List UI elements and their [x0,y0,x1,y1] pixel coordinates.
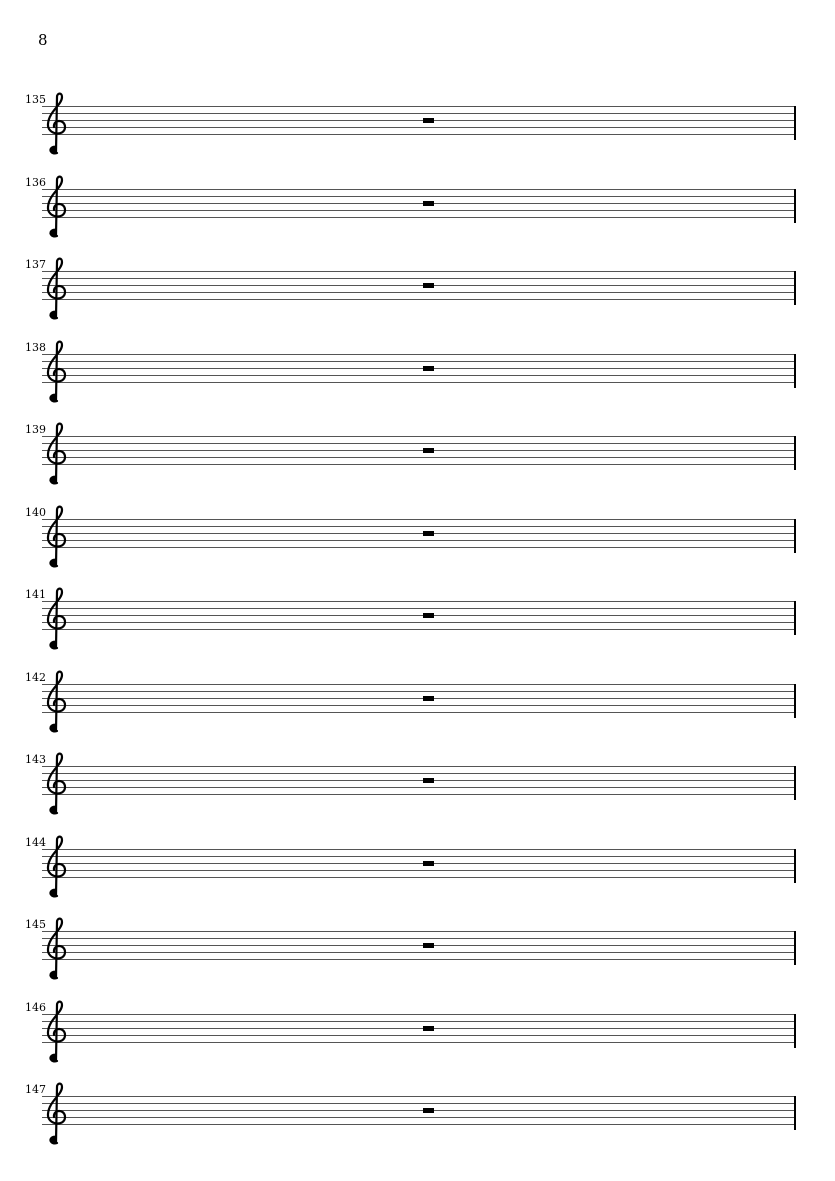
barline [794,354,796,388]
staff-line [42,189,796,190]
staff-line [42,368,796,369]
staff-line [42,698,796,699]
staff-line [42,1110,796,1111]
staff-line [42,526,796,527]
staff-line [42,1117,796,1118]
half-rest-icon [423,1026,434,1031]
barline [794,766,796,800]
treble-clef-icon [43,669,67,735]
measure-number: 138 [25,340,46,354]
staff-line [42,712,796,713]
staff [42,436,796,470]
half-rest-icon [423,531,434,536]
staff-line [42,601,796,602]
staff-system [0,423,835,496]
staff-line [42,533,796,534]
barline [794,1014,796,1048]
staff-line [42,354,796,355]
treble-clef-icon [43,834,67,900]
measure-number: 145 [25,918,46,931]
staff-line [42,292,796,293]
staff [42,106,796,140]
half-rest-icon [423,448,434,453]
staff-system [0,93,835,166]
measure-number: 143 [25,753,46,766]
staff-line [42,629,796,630]
staff [42,354,796,388]
staff-system [0,1083,835,1156]
staff-line [42,959,796,960]
staff-line [42,1124,796,1125]
measure-number: 141 [25,588,46,601]
staff [42,189,796,223]
staff-line [42,952,796,953]
treble-clef-icon [43,999,67,1065]
staff-system [0,1000,835,1074]
measure-number: 137 [25,258,46,271]
half-rest-icon [423,366,434,371]
half-rest-icon [423,778,434,783]
staff-line [42,705,796,706]
staff-line [42,519,796,520]
staff-system [0,670,835,744]
staff-line [42,1021,796,1022]
staff-line [42,877,796,878]
measure-number: 147 [25,1083,46,1096]
barline [794,436,796,470]
staff-line [42,127,796,128]
treble-clef-icon [43,421,67,487]
staff-system [0,588,835,661]
staff-line [42,787,796,788]
staff [42,1096,796,1130]
staff-line [42,210,796,211]
staff-line [42,450,796,451]
staff [42,519,796,553]
staff-line [42,1028,796,1029]
treble-clef-icon [43,751,67,817]
staff-system [0,340,835,414]
barline [794,684,796,718]
staff-line [42,691,796,692]
staff [42,931,796,965]
staff-line [42,120,796,121]
staff-line [42,361,796,362]
staff-line [42,780,796,781]
treble-clef-icon [43,174,67,240]
measure-number: 139 [25,423,46,436]
staff [42,1014,796,1048]
staff-line [42,773,796,774]
half-rest-icon [423,118,434,123]
staff-line [42,540,796,541]
staff-line [42,134,796,135]
barline [794,1096,796,1130]
staff-line [42,382,796,383]
staff-system [0,258,835,331]
staff-line [42,1042,796,1043]
half-rest-icon [423,943,434,948]
measure-number: 142 [25,670,46,684]
staff-line [42,684,796,685]
staff-line [42,196,796,197]
staff-line [42,457,796,458]
measure-number: 146 [25,1000,46,1014]
staff-line [42,794,796,795]
staff-line [42,608,796,609]
half-rest-icon [423,861,434,866]
staff-system [0,753,835,826]
staff-line [42,856,796,857]
staff-line [42,271,796,272]
staff-line [42,106,796,107]
staff-line [42,464,796,465]
staff-line [42,203,796,204]
staff-line [42,299,796,300]
page-number: 8 [38,31,48,49]
staff-line [42,113,796,114]
half-rest-icon [423,696,434,701]
staff-line [42,863,796,864]
staff-line [42,1014,796,1015]
staff-line [42,849,796,850]
staff-line [42,1035,796,1036]
staff-line [42,1096,796,1097]
treble-clef-icon [43,1081,67,1147]
barline [794,189,796,223]
treble-clef-icon [43,339,67,405]
barline [794,271,796,305]
treble-clef-icon [43,91,67,157]
staff-line [42,375,796,376]
staff-line [42,436,796,437]
measure-number: 144 [25,835,46,849]
barline [794,106,796,140]
staff-line [42,615,796,616]
treble-clef-icon [43,586,67,652]
staff-line [42,278,796,279]
treble-clef-icon [43,256,67,322]
staff-line [42,547,796,548]
measure-number: 135 [25,93,46,106]
staff-line [42,870,796,871]
staff-line [42,938,796,939]
treble-clef-icon [43,504,67,570]
measure-number: 136 [25,175,46,189]
barline [794,931,796,965]
staff [42,766,796,800]
staff [42,601,796,635]
staff [42,684,796,718]
staff-line [42,931,796,932]
staff-line [42,443,796,444]
staff [42,271,796,305]
staff-system [0,918,835,991]
half-rest-icon [423,201,434,206]
treble-clef-icon [43,916,67,982]
staff-system [0,175,835,249]
barline [794,601,796,635]
staff-line [42,945,796,946]
staff-line [42,766,796,767]
staff-system [0,835,835,909]
barline [794,849,796,883]
half-rest-icon [423,283,434,288]
measure-number: 140 [25,505,46,519]
half-rest-icon [423,613,434,618]
staff-line [42,217,796,218]
staff-line [42,622,796,623]
staff-line [42,1103,796,1104]
barline [794,519,796,553]
staff-line [42,285,796,286]
staff-system [0,505,835,579]
staff [42,849,796,883]
half-rest-icon [423,1108,434,1113]
